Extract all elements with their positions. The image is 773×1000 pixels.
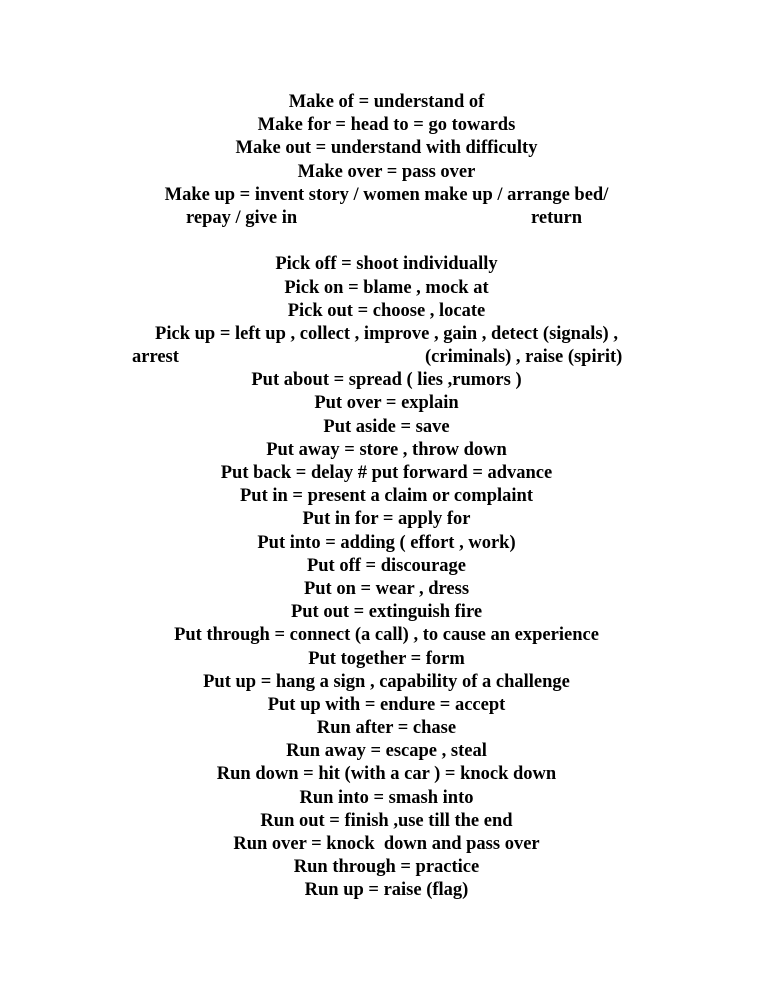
- continuation-left-text: arrest: [132, 347, 179, 368]
- entry-line: Put together = form: [308, 648, 465, 669]
- continuation-right-text: return: [531, 207, 583, 228]
- entry-line: Make over = pass over: [297, 161, 476, 182]
- entry-continuation-line: [0, 346, 773, 369]
- entry-line: Put out = extinguish fire: [290, 602, 483, 623]
- entry-line: Run away = escape , steal: [286, 741, 487, 762]
- entry-line: Run through = practice: [293, 857, 480, 878]
- continuation-left-text: repay / give in: [186, 207, 298, 228]
- entry-line: Pick up = left up , collect , improve , gain , detect (signals) ,: [155, 323, 618, 344]
- entry-line: Run out = finish ,use till the end: [260, 810, 513, 831]
- entry-line: Make out = understand with difficulty: [235, 138, 538, 159]
- entry-line: Pick on = blame , mock at: [284, 277, 489, 298]
- entry-line: Pick out = choose , locate: [287, 300, 486, 321]
- phrasal-verbs-list: [0, 91, 773, 903]
- entry-line: Make for = head to = go towards: [257, 115, 516, 136]
- continuation-right-text: (criminals) , raise (spirit): [425, 347, 623, 368]
- entry-line: Put up with = endure = accept: [267, 694, 506, 715]
- entry-line: Make of = understand of: [288, 92, 485, 112]
- entry-line: Pick off = shoot individually: [275, 254, 498, 275]
- entry-line: Put off = discourage: [306, 555, 467, 576]
- entry-line: Put away = store , throw down: [266, 439, 507, 460]
- entry-line: Put back = delay # put forward = advance: [220, 463, 553, 483]
- entry-line: Run after = chase: [316, 718, 457, 739]
- entry-line: Put through = connect (a call) , to cause an experience: [174, 625, 599, 646]
- entry-line: Run down = hit (with a car ) = knock down: [216, 764, 557, 785]
- entry-continuation-line: [0, 207, 773, 230]
- entry-line: Make up = invent story / women make up / arrange bed/: [164, 184, 609, 205]
- entry-line: Put in = present a claim or complaint: [239, 486, 533, 507]
- entry-line: Run up = raise (flag): [304, 880, 469, 901]
- entry-line: Put about = spread ( lies ,rumors ): [251, 370, 522, 391]
- entry-line: Put over = explain: [314, 393, 459, 414]
- entry-line: Put up = hang a sign , capability of a challenge: [203, 671, 570, 692]
- entry-line: Run into = smash into: [299, 787, 474, 808]
- entry-line: Put on = wear , dress: [303, 578, 470, 599]
- section-spacer: [0, 230, 773, 253]
- entry-line: Put in for = apply for: [302, 509, 471, 530]
- entry-line: Put into = adding ( effort , work): [257, 532, 516, 553]
- entry-line: Put aside = save: [323, 416, 450, 437]
- entry-line: Run over = knock down and pass over: [233, 834, 540, 854]
